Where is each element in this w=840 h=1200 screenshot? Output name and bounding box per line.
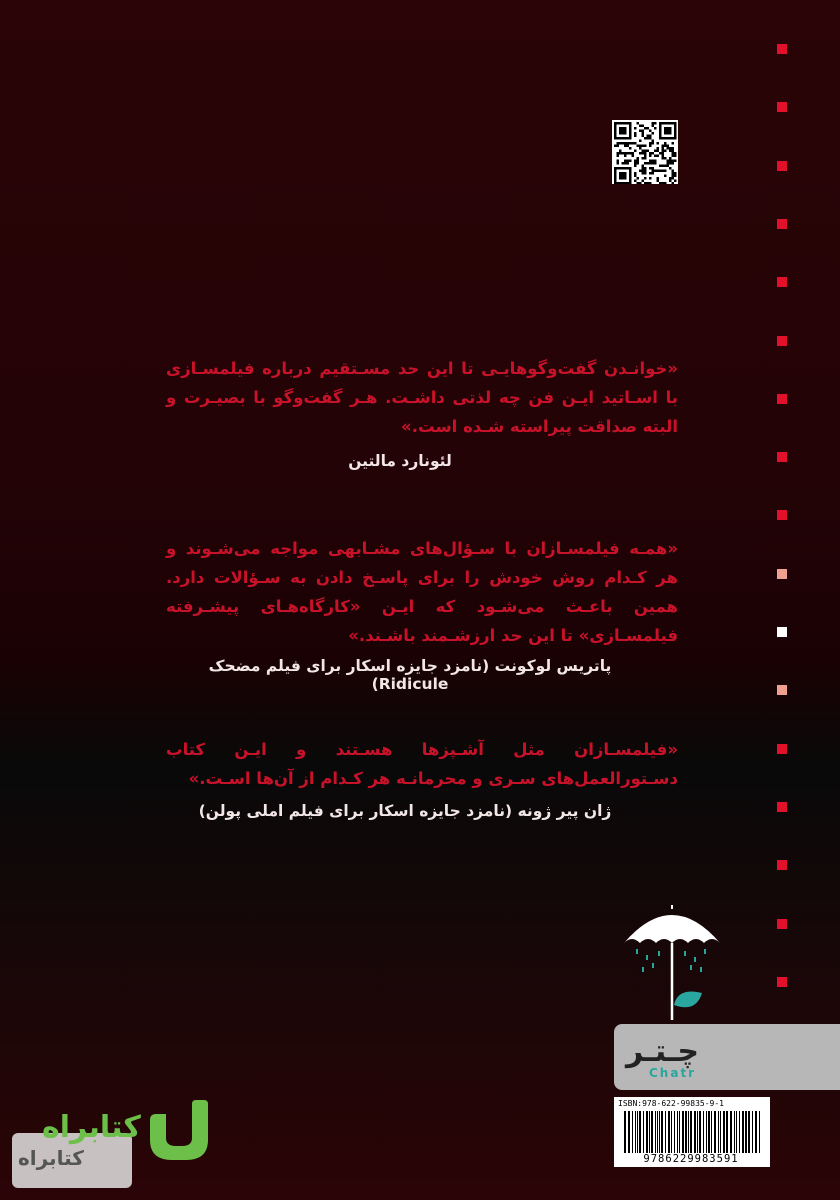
decorative-square xyxy=(777,102,787,112)
decorative-square xyxy=(777,685,787,695)
decorative-square xyxy=(777,977,787,987)
decorative-square xyxy=(777,394,787,404)
decorative-square xyxy=(777,336,787,346)
decorative-square xyxy=(777,510,787,520)
watermark-small-text: کتابراه xyxy=(18,1146,84,1170)
decorative-square xyxy=(777,627,787,637)
author-leconte: پاتریس لوکونت (نامزد جایزه اسکار برای فیلم مضحک Ridicule) xyxy=(208,657,612,693)
qr-code xyxy=(612,120,678,184)
watermark-text: کتابراه xyxy=(42,1110,141,1145)
decorative-square xyxy=(777,219,787,229)
umbrella-logo xyxy=(622,905,722,1029)
decorative-square xyxy=(777,452,787,462)
barcode xyxy=(614,1097,770,1167)
decorative-square xyxy=(777,860,787,870)
decorative-square xyxy=(777,569,787,579)
author-maltin: لئونارد مالتین xyxy=(348,452,452,470)
barcode-number: 9786229983591 xyxy=(643,1153,739,1165)
decorative-square xyxy=(777,919,787,929)
isbn-label: ISBN:978-622-99835-9-1 xyxy=(618,1099,724,1108)
publisher-name-fa: چـتـر xyxy=(626,1034,700,1069)
quote-jeunet: «فیلمسـازان مثل آشـپزها هسـتند و ایـن کتاب دسـتورالعمل‌های سـری و محرمانـه هر کـدام از آن‌ها اسـت.» xyxy=(166,740,678,788)
decorative-square xyxy=(777,277,787,287)
decorative-square xyxy=(777,161,787,171)
quote-maltin: «خوانـدن گفت‌وگوهایـی تا این حد مسـتقیم درباره فیلمسـازی با اسـاتید ایـن فن چه لذتی داشـت. هـر گفت‌وگو با بصیـرت و البته صداقت پیراسته شـده است.» xyxy=(166,359,678,436)
decorative-square xyxy=(777,44,787,54)
decorative-square xyxy=(777,744,787,754)
author-jeunet: ژان پیر ژونه (نامزد جایزه اسکار برای فیلم املی پولن) xyxy=(198,802,612,820)
quote-leconte: «همـه فیلمسـازان با سـؤال‌های مشـابهی مواجه می‌شـوند و هر کـدام روش خودش را برای پاسـخ دادن به سـؤالات دارد. همین باعـث می‌شـود که ایـن «کارگاه‌هـای پیشـرفته فیلمسـازی» تا این حد ارزشـمند باشـند.» xyxy=(166,539,678,645)
decorative-square xyxy=(777,802,787,812)
publisher-name-en: Chatr xyxy=(649,1066,697,1080)
